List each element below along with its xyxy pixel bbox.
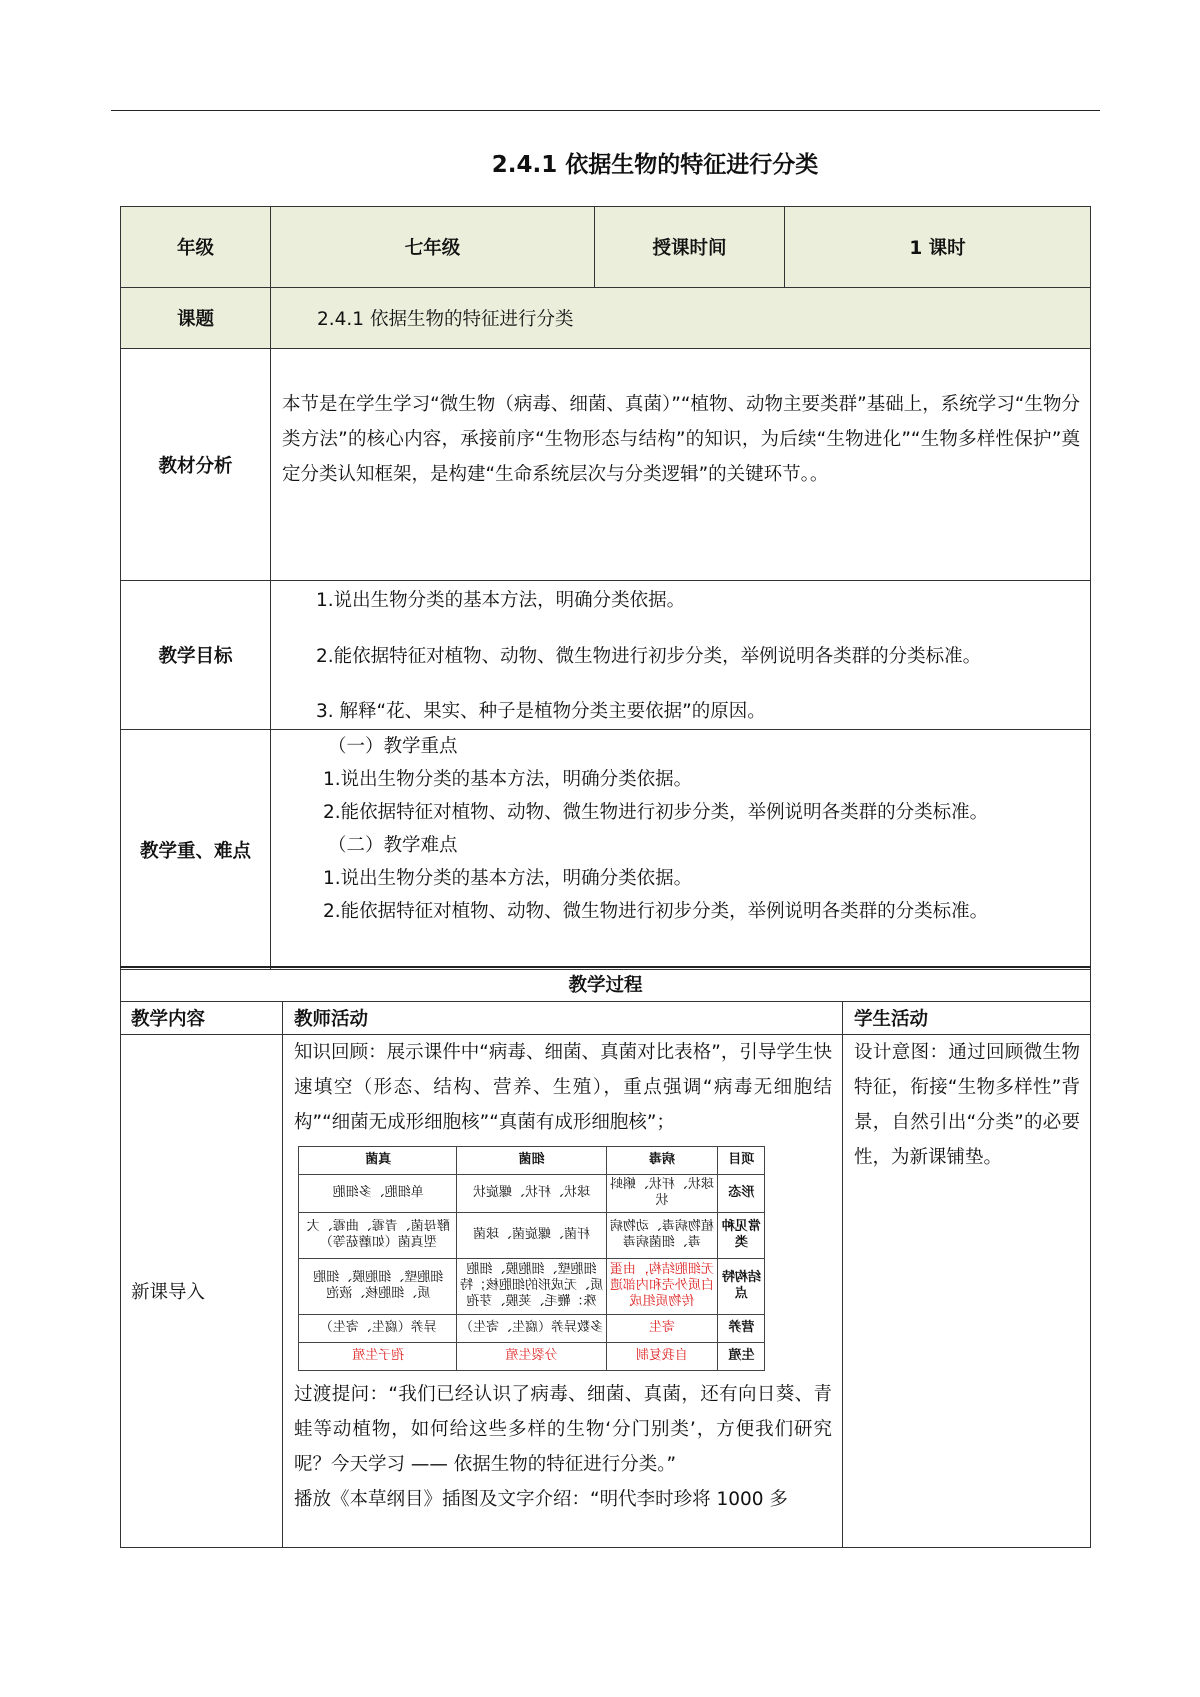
teacher-video-text: 播放《本草纲目》插图及文字介绍：“明代李时珍将 1000 多 xyxy=(294,1488,788,1510)
col-content-header: 教学内容 xyxy=(121,1001,283,1034)
goals-list xyxy=(271,581,1091,730)
difficulty-item: 2.能依据特征对植物、动物、微生物进行初步分类，举例说明各类群的分类标准。 xyxy=(323,901,989,922)
teacher-activity xyxy=(283,1034,843,1547)
goals-label: 教学目标 xyxy=(121,581,271,730)
compare-cell: 孢子生殖 xyxy=(299,1342,457,1370)
key-points-list xyxy=(271,730,1091,970)
compare-header: 细菌 xyxy=(457,1146,606,1174)
compare-row-label: 生殖 xyxy=(718,1342,765,1370)
compare-cell: 单细胞、多细胞 xyxy=(299,1174,457,1212)
compare-cell: 球状、杆状、蝌蚪状 xyxy=(606,1174,718,1212)
difficulty-item: 1.说出生物分类的基本方法，明确分类依据。 xyxy=(323,868,693,889)
compare-header: 真菌 xyxy=(299,1146,457,1174)
compare-cell: 多数异养（腐生、寄生） xyxy=(457,1314,606,1342)
compare-cell: 异养（腐生、寄生） xyxy=(299,1314,457,1342)
compare-row-label: 常见种类 xyxy=(718,1212,765,1258)
analysis-text: 本节是在学生学习“微生物（病毒、细菌、真菌）”“植物、动物主要类群”基础上，系统学习“生物分类方法”的核心内容，承接前序“生物形态与结构”的知识，为后续“生物进化”“生物多样性保护”奠定分类认知框架，是构建“生命系统层次与分类逻辑”的关键环节。。 xyxy=(271,349,1091,581)
col-student-header: 学生活动 xyxy=(843,1001,1091,1034)
compare-cell: 植物病毒、动物病毒、细菌病毒 xyxy=(606,1212,718,1258)
key-points-heading: （一）教学重点 xyxy=(328,736,458,757)
compare-cell: 无细胞结构，由蛋白质外壳和内部遗传物质组成 xyxy=(606,1258,718,1314)
time-label: 授课时间 xyxy=(595,207,785,288)
analysis-label: 教材分析 xyxy=(121,349,271,581)
key-points-label: 教学重、难点 xyxy=(121,730,271,970)
student-activity xyxy=(843,1034,1091,1547)
compare-header: 项目 xyxy=(718,1146,765,1174)
compare-cell: 寄生 xyxy=(606,1314,718,1342)
row-label-intro: 新课导入 xyxy=(121,1034,283,1547)
lesson-info-table xyxy=(120,206,1091,970)
compare-row-label: 营养 xyxy=(718,1314,765,1342)
compare-row-label: 结构特点 xyxy=(718,1258,765,1314)
grade-value: 七年级 xyxy=(271,207,595,288)
design-intent-text: 设计意图：通过回顾微生物特征，衔接“生物多样性”背景，自然引出“分类”的必要性，为新课铺垫。 xyxy=(854,1041,1081,1168)
compare-header: 病毒 xyxy=(606,1146,718,1174)
compare-cell: 自我复制 xyxy=(606,1342,718,1370)
col-teacher-header: 教师活动 xyxy=(283,1001,843,1034)
teacher-transition-text: 过渡提问：“我们已经认识了病毒、细菌、真菌，还有向日葵、青蛙等动植物，如何给这些多样的生物‘分门别类’，方便我们研究呢？今天学习 —— 依据生物的特征进行分类。” xyxy=(294,1383,832,1475)
process-title: 教学过程 xyxy=(121,967,1091,1001)
teaching-process-table xyxy=(120,966,1091,1548)
time-value: 1 课时 xyxy=(785,207,1091,288)
teacher-review-text: 知识回顾：展示课件中“病毒、细菌、真菌对比表格”，引导学生快速填空（形态、结构、营养、生殖），重点强调“病毒无细胞结构”“细菌无成形细胞核”“真菌有成形细胞核”； xyxy=(294,1041,832,1133)
goal-item: 1.说出生物分类的基本方法，明确分类依据。 xyxy=(316,590,686,611)
key-point-item: 2.能依据特征对植物、动物、微生物进行初步分类，举例说明各类群的分类标准。 xyxy=(323,802,989,823)
topic-label: 课题 xyxy=(121,288,271,349)
key-point-item: 1.说出生物分类的基本方法，明确分类依据。 xyxy=(323,769,693,790)
compare-cell: 细胞壁、细胞膜、细胞质、无成形的细胞核；特殊：鞭毛、荚膜、芽孢 xyxy=(457,1258,606,1314)
compare-cell: 杆菌、螺旋菌、球菌 xyxy=(457,1212,606,1258)
grade-label: 年级 xyxy=(121,207,271,288)
compare-row-label: 形态 xyxy=(718,1174,765,1212)
goal-item: 3. 解释“花、果实、种子是植物分类主要依据”的原因。 xyxy=(316,701,766,722)
header-rule xyxy=(111,110,1100,111)
topic-value: 2.4.1 依据生物的特征进行分类 xyxy=(271,288,1091,349)
difficulty-heading: （二）教学难点 xyxy=(328,835,458,856)
compare-cell: 分裂生殖 xyxy=(457,1342,606,1370)
compare-cell: 球状、杆状、螺旋状 xyxy=(457,1174,606,1212)
document-title: 2.4.1 依据生物的特征进行分类 xyxy=(491,152,819,178)
microbe-comparison-table xyxy=(298,1146,765,1371)
goal-item: 2.能依据特征对植物、动物、微生物进行初步分类，举例说明各类群的分类标准。 xyxy=(316,646,982,667)
compare-cell: 酵母菌、青霉、曲霉、大型真菌（如蘑菇等） xyxy=(299,1212,457,1258)
compare-cell: 细胞壁、细胞膜、细胞质、细胞核、液泡 xyxy=(299,1258,457,1314)
